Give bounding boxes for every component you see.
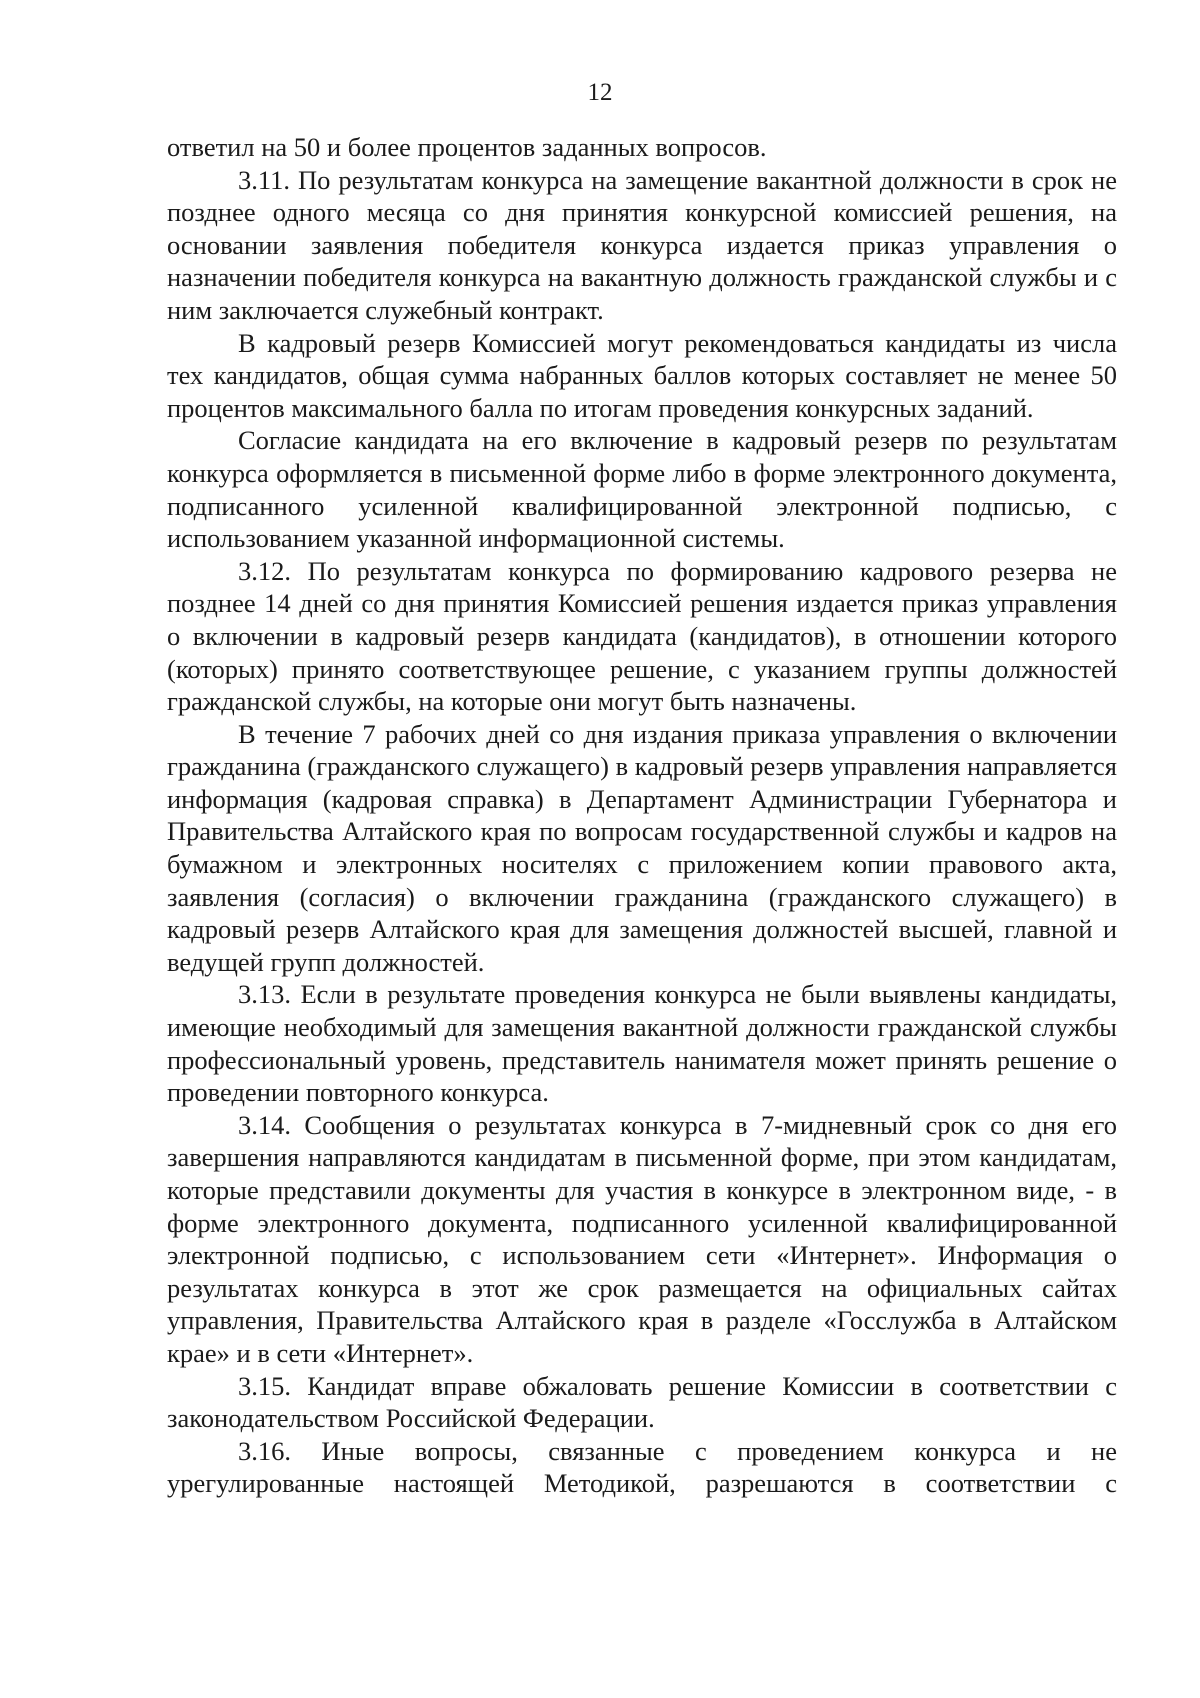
document-body (167, 131, 1117, 1500)
paragraph-continuation: ответил на 50 и более процентов заданных вопросов. (167, 132, 767, 162)
paragraph-3-14: 3.14. Сообщения о результатах конкурса в 7-мидневный срок со дня его завершения направляются кандидатам в письменной форме, при этом кандидатам, которые представили документы для участия в конкурсе в электронном виде, - в форме электронного документа, подписанного усиленной квалифицированной электронной подписью, с использованием сети «Интернет». Информация о результатах конкурса в этот же срок размещается на официальных сайтах управления, Правительства Алтайского края в разделе «Госслужба в Алтайском крае» и в сети «Интернет». (167, 1109, 1117, 1368)
paragraph-3-15: 3.15. Кандидат вправе обжаловать решение Комиссии в соответствии с законодательством Российской Федерации. (167, 1370, 1117, 1434)
paragraph-3-13: 3.13. Если в результате проведения конкурса не были выявлены кандидаты, имеющие необходимый для замещения вакантной должности гражданской службы профессиональный уровень, представитель нанимателя может принять решение о проведении повторного конкурса. (167, 979, 1117, 1108)
paragraph-3-12: 3.12. По результатам конкурса по формированию кадрового резерва не позднее 14 дней со дня принятия Комиссией решения издается приказ управления о включении в кадровый резерв кандидата (кандидатов), в отношении которого (которых) принято соответствующее решение, с указанием группы должностей гражданской службы, на которые они могут быть назначены. (167, 555, 1117, 717)
paragraph-3-11: 3.11. По результатам конкурса на замещение вакантной должности в срок не позднее одного месяца со дня принятия конкурсной комиссией решения, на основании заявления победителя конкурса издается приказ управления о назначении победителя конкурса на вакантную должность гражданской службы и с ним заключается служебный контракт. (167, 164, 1117, 325)
paragraph-3-16: 3.16. Иные вопросы, связанные с проведением конкурса и не урегулированные настоящей Методикой, разрешаются в соответствии с (167, 1435, 1117, 1499)
paragraph-reserve-recommendation: В кадровый резерв Комиссией могут рекомендоваться кандидаты из числа тех кандидатов, общая сумма набранных баллов которых составляет не менее 50 процентов максимального балла по итогам проведения конкурсных заданий. (167, 327, 1117, 423)
page-number: 12 (587, 79, 613, 106)
paragraph-information-transfer: В течение 7 рабочих дней со дня издания приказа управления о включении гражданина (гражданского служащего) в кадровый резерв управления направляется информация (кадровая справка) в Департамент Администрации Губернатора и Правительства Алтайского края по вопросам государственной службы и кадров на бумажном и электронных носителях с приложением копии правового акта, заявления (согласия) о включении гражданина (гражданского служащего) в кадровый резерв Алтайского края для замещения должностей высшей, главной и ведущей групп должностей. (167, 718, 1117, 977)
paragraph-candidate-consent: Согласие кандидата на его включение в кадровый резерв по результатам конкурса оформляется в письменной форме либо в форме электронного документа, подписанного усиленной квалифицированной электронной подписью, с использованием указанной информационной системы. (167, 425, 1117, 554)
